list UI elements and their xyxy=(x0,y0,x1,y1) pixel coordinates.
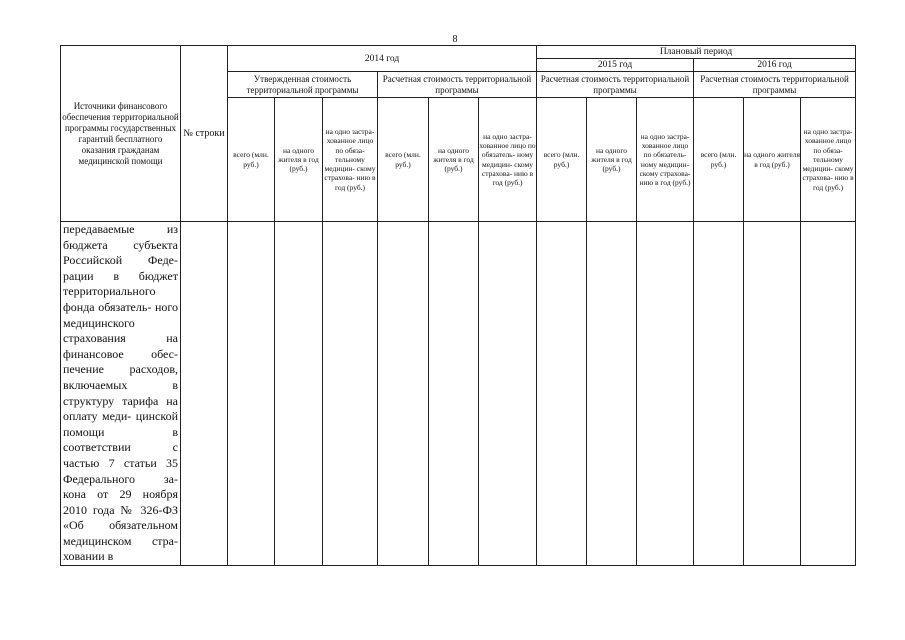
finance-table xyxy=(60,45,856,566)
source-column-header: Источники финансового обеспечения территориальной программы государственных гарантий бесплатного оказания гражданам медицинской помощи xyxy=(61,46,181,222)
row-number-cell xyxy=(181,222,228,566)
value-cell xyxy=(275,222,323,566)
subheader-c5: на одного жителя в год (руб.) xyxy=(429,98,479,222)
value-cell xyxy=(587,222,637,566)
row-number-header: № строки xyxy=(181,46,228,222)
value-cell xyxy=(228,222,275,566)
value-cell xyxy=(637,222,694,566)
table-row xyxy=(61,222,856,566)
year-2015-header: 2015 год xyxy=(537,59,694,72)
subheader-c6: на одно застра- хованное лицо по обязатель- ному медицин- скому страхова- нию в год (руб.) xyxy=(479,98,537,222)
approved-cost-2014: Утвержденная стоимость территориальной программы xyxy=(228,72,378,98)
subheader-c10: всего (млн. руб.) xyxy=(694,98,744,222)
calculated-cost-2016: Расчетная стоимость территориальной программы xyxy=(694,72,856,98)
value-cell xyxy=(378,222,429,566)
page-number: 8 xyxy=(452,34,458,45)
year-2014-header: 2014 год xyxy=(228,46,537,72)
value-cell xyxy=(744,222,801,566)
value-cell xyxy=(429,222,479,566)
year-2016-header: 2016 год xyxy=(694,59,856,72)
value-cell xyxy=(694,222,744,566)
value-cell xyxy=(537,222,587,566)
subheader-c12: на одно застра- хованное лицо по обяза- тельному медицин- скому страхова- нию в год (руб.) xyxy=(801,98,856,222)
subheader-c3: на одно застра- хованное лицо по обяза- тельному медицин- скому страхова- нию в год (руб.) xyxy=(323,98,378,222)
subheader-c2: на одного жителя в год (руб.) xyxy=(275,98,323,222)
subheader-c7: всего (млн. руб.) xyxy=(537,98,587,222)
subheader-c4: всего (млн. руб.) xyxy=(378,98,429,222)
source-description: передаваемые из бюджета субъекта Российской Феде- рации в бюджет территориального фонда обязатель- ного медицинского страхования на финансовое обес- печение расходов, включаемых в структуру тарифа на оплату меди- цинской помощи в соответствии с частью 7 статьи 35 Федерального за- кона от 29 ноября 2010 года № 326-ФЗ «Об обязательном медицинском стра- ховании в xyxy=(61,222,181,566)
value-cell xyxy=(323,222,378,566)
calculated-cost-2015: Расчетная стоимость территориальной программы xyxy=(537,72,694,98)
subheader-c11: на одного жителя в год (руб.) xyxy=(744,98,801,222)
value-cell xyxy=(801,222,856,566)
header-row-1 xyxy=(61,46,856,59)
calculated-cost-2014: Расчетная стоимость территориальной программы xyxy=(378,72,537,98)
subheader-c1: всего (млн. руб.) xyxy=(228,98,275,222)
subheader-c9: на одно застра- хованное лицо по обязатель- ному медицин- скому страхова- нию в год (руб.) xyxy=(637,98,694,222)
subheader-c8: на одного жителя в год (руб.) xyxy=(587,98,637,222)
planned-period-header: Плановый период xyxy=(537,46,856,59)
value-cell xyxy=(479,222,537,566)
